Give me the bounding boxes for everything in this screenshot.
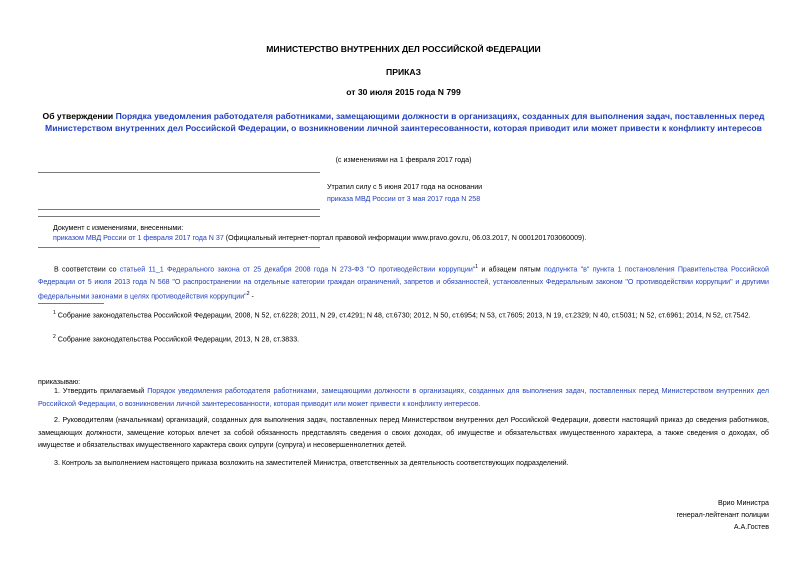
doc-title [40,111,767,134]
divider [38,216,320,217]
status-text: Утратил силу с 5 июня 2017 года на основании [327,183,483,191]
footnote-ref-2[interactable]: 2 [246,291,250,298]
footnote-ref-1[interactable]: 1 [475,264,479,270]
footnote-mark: 1 [53,310,56,316]
paragraph-2: 2. Руководителям (начальникам) организаций, созданных для выполнения задач, поставленных перед Министерством внутренних дел Российской Федерации, довести настоящий приказ до сведения работников, замещающих должности, замещение которых влечет за собой обязанность представлять сведения о своих доходах, об имуществе и обязательствах имущественного характера, а также сведения о доходах, об имуществе и обязательствах имущественного характера своих супруги (супруга) и несовершеннолетних детей. [38,416,769,449]
doc-type: ПРИКАЗ [386,67,421,77]
paragraph-3: 3. Контроль за выполнением настоящего приказа возложить на заместителей Министра, ответственных за деятельность соответствующих подразделений. [54,459,569,467]
procedure-link[interactable]: Порядок уведомления работодателя работниками, замещающими должности в организациях, созданных для выполнения задач, поставленных перед Министерством внутренних дел Российской Федерации, о возникновении личной заинтересованности, которая приводит или может привести к конфликту интересов. [38,387,769,408]
changes-line [53,232,773,245]
footnote-text: Собрание законодательства Российской Федерации, 2013, N 28, ст.3833. [55,335,300,344]
status-link[interactable]: приказа МВД России от 3 мая 2017 года N 258 [327,195,481,203]
law-link[interactable]: статьей 11_1 Федерального закона от 25 декабря 2008 года N 273-ФЗ "О противодействии коррупции" [119,265,476,274]
doc-date-number: от 30 июля 2015 года N 799 [346,87,461,97]
preamble [38,261,769,303]
signature-name: А.А.Гостев [733,523,769,531]
decree-link[interactable]: подпункта "в" пункта 1 постановления Правительства Российской Федерации от 5 июля 2013 года N 568 "О распространении на отдельные категории граждан ограничений, запретов и обязанностей, установленных Федеральным законом "О противодействии коррупции" и другими федеральными законами в целях противодействия коррупции" [38,265,769,301]
preamble-text: - [249,292,254,301]
amendments-note: (с изменениями на 1 февраля 2017 года) [335,156,472,164]
footnote-mark: 2 [53,334,56,340]
changes-label: Документ с изменениями, внесенными: [53,224,184,232]
footnote-divider [38,303,104,304]
divider [38,172,320,173]
preamble-text: и абзацем пятым [478,265,544,274]
footnote-1 [53,307,751,322]
footnote-2 [53,331,299,346]
ministry-title: МИНИСТЕРСТВО ВНУТРЕННИХ ДЕЛ РОССИЙСКОЙ ФЕДЕРАЦИИ [266,44,541,54]
signature-rank: генерал-лейтенант полиции [676,511,769,519]
paragraph-1 [38,385,769,410]
changes-source: (Официальный интернет-портал правовой информации www.pravo.gov.ru, 06.03.2017, N 0001201703060009). [223,234,587,242]
divider [38,209,320,210]
changes-link[interactable]: приказом МВД России от 1 февраля 2017 года N 37 [53,234,224,242]
title-prefix: Об утверждении [42,111,116,121]
paragraph-1-prefix: 1. Утвердить прилагаемый [54,387,148,395]
divider [38,247,320,248]
footnote-text: Собрание законодательства Российской Федерации, 2008, N 52, ст.6228; 2011, N 29, ст.4291; N 48, ст.6730; 2012, N 50, ст.6954; N 53, ст.7605; 2013, N 19, ст.2329; N 40, ст.5031; N 52, ст.6961; 2014, N 52, ст.7542. [55,311,751,320]
title-link[interactable]: Порядка уведомления работодателя работниками, замещающими должности в организациях, созданных для выполнения задач, поставленных перед Министерством внутренних дел Российской Федерации, о возникновении личной заинтересованности, которая приводит или может привести к конфликту интересов [45,111,765,133]
preamble-text: В соответствии со [54,265,120,274]
order-word: приказываю: [38,378,81,386]
signature-position: Врио Министра [718,499,769,507]
